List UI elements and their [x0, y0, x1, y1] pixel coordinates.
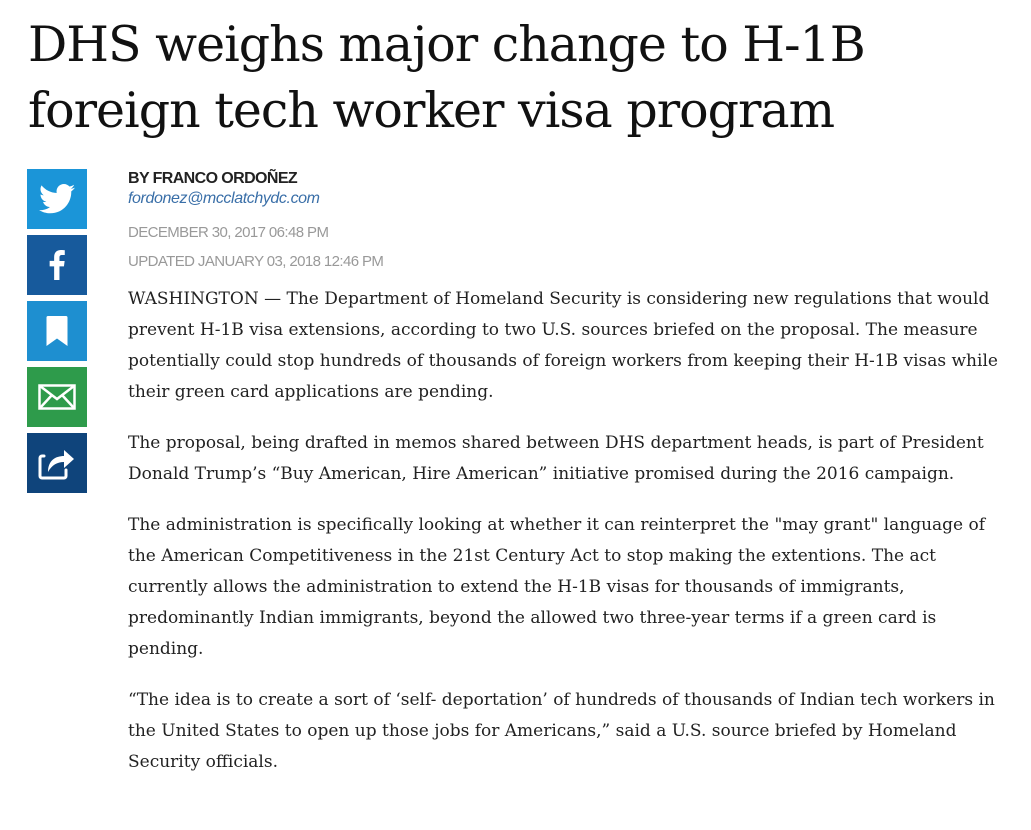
- author-name: BY FRANCO ORDOÑEZ: [128, 170, 298, 187]
- share-bookmark-button[interactable]: [27, 301, 87, 361]
- email-icon: [38, 384, 76, 410]
- updated-date: UPDATED JANUARY 03, 2018 12:46 PM: [128, 253, 384, 270]
- share-icon: [38, 446, 76, 480]
- article-paragraph: WASHINGTON — The Department of Homeland Security is considering new regulations that would prevent H-1B visa extensions, according to two U.S. sources briefed on the proposal. The measure potentially could stop hundreds of thousands of foreign workers from keeping their H-1B visas while their green card applications are pending.: [128, 289, 998, 402]
- article-paragraph: The administration is specifically looking at whether it can reinterpret the "may grant" language of the American Competitiveness in the 21st Century Act to stop making the extentions. The act currently allows the administration to extend the H-1B visas for thousands of immigrants, predominantly Indian immigrants, beyond the allowed two three-year terms if a green card is pending.: [128, 515, 986, 659]
- share-twitter-button[interactable]: [27, 169, 87, 229]
- article-body: [128, 284, 1008, 798]
- share-facebook-button[interactable]: [27, 235, 87, 295]
- article-headline: DHS weighs major change to H-1B foreign tech worker visa program: [28, 16, 865, 139]
- share-email-button[interactable]: [27, 367, 87, 427]
- author-email-link[interactable]: fordonez@mcclatchydc.com: [128, 190, 320, 207]
- twitter-icon: [39, 184, 75, 214]
- share-rail: [27, 169, 87, 499]
- article-paragraph: “The idea is to create a sort of ‘self- deportation’ of hundreds of thousands of Indian tech workers in the United States to open up those jobs for Americans,” said a U.S. source briefed by Homeland Security officials.: [128, 690, 995, 772]
- share-more-button[interactable]: [27, 433, 87, 493]
- byline-block: [128, 170, 383, 271]
- bookmark-icon: [46, 316, 68, 346]
- facebook-icon: [48, 250, 66, 280]
- published-date: DECEMBER 30, 2017 06:48 PM: [128, 224, 329, 241]
- article-paragraph: The proposal, being drafted in memos shared between DHS department heads, is part of President Donald Trump’s “Buy American, Hire American” initiative promised during the 2016 campaign.: [128, 433, 984, 484]
